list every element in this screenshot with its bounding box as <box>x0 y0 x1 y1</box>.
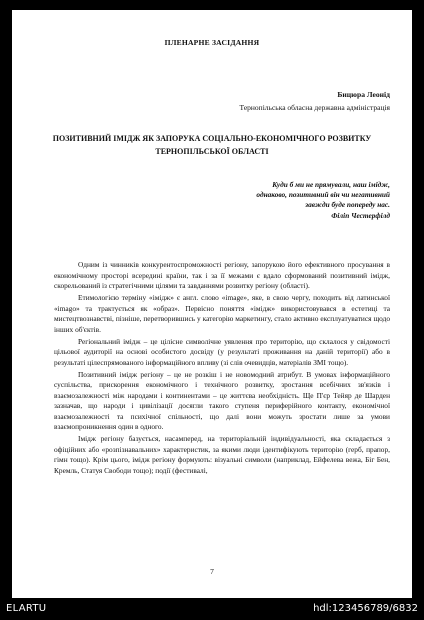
document-page <box>12 10 412 598</box>
author-name: Бицюра Леонід <box>337 90 390 99</box>
epigraph-line: завжди буде попереду нас. <box>305 200 390 210</box>
article-title: ПОЗИТИВНИЙ ІМІДЖ ЯК ЗАПОРУКА СОЦІАЛЬНО-ЕКОНОМІЧНОГО РОЗВИТКУ ТЕРНОПІЛЬСЬКОЇ ОБЛАСТІ <box>52 134 372 156</box>
article-body <box>54 260 390 478</box>
epigraph <box>150 180 390 221</box>
body-paragraph: Позитивний імідж регіону – це не розкіш і не новомодний атрибут. В умовах інформаційного суспільства, прискорення економічного і технічного розвитку, зростання всебічних зв'язків і взаємозалежності між народами і континентами – це життєва необхідність. Ще П'єр Тейяр де Шарден зазначав, що народи і цивілізації досягли такого ступеня периферійного контакту, економічної взаємозалежності та психічної спільності, що далі вони можуть зростати лише за умови взаємопроникнення один в одного. <box>54 369 390 432</box>
body-paragraph: Етимологією терміну «імідж» є англ. слово «image», яке, в свою чергу, походить від латинської «imago» та трактується як «образ». Первісно поняття «імідж» використовувався в естетиці та мистецтвознавстві, пізніше, перетворившись у категорію маркетингу, стало активно експлуатуватися щодо інших об'єктів. <box>54 292 390 334</box>
handle-identifier: hdl:123456789/6832 <box>313 603 418 614</box>
epigraph-attribution: Філіп Честерфілд <box>331 210 390 220</box>
body-paragraph: Одним із чинників конкурентоспроможності регіону, запорукою його ефективного просування в економічному просторі всередині країни, так і за її межами є вдало сформований позитивний імідж, скорельований із стратегічними цілями та завданнями розвитку регіону (області). <box>54 260 390 291</box>
page-number: 7 <box>210 567 214 576</box>
author-affiliation: Тернопільська обласна державна адміністрація <box>239 103 390 112</box>
epigraph-line: однаково, позитивний він чи негативний <box>256 190 390 200</box>
body-paragraph: Регіональний імідж – це цілісне символічне уявлення про територію, що склалося у свідомості цільової аудиторії на основі особистого досвіду (у результаті проживання на даній території) або в результаті цілеспрямованого інформаційного впливу (зі слів очевидців, матеріалів ЗМІ тощо). <box>54 336 390 367</box>
body-paragraph: Імідж регіону базується, насамперед, на територіальній індивідуальності, яка складається з офіційних або «розпізнавальних» характеристик, за якими люди ідентифікують територію (герб, прапор, гімн тощо). Крім цього, імідж регіону формують: візуальні символи (наприклад, Ейфелева вежа, Біг Бен, Кремль, Статуя Свободи тощо); події (фестивалі, <box>54 434 390 476</box>
repository-name: ELARTU <box>6 603 47 614</box>
section-title: ПЛЕНАРНЕ ЗАСІДАННЯ <box>164 38 260 47</box>
epigraph-line: Куди б ми не прямували, наш імідж, <box>272 180 390 189</box>
